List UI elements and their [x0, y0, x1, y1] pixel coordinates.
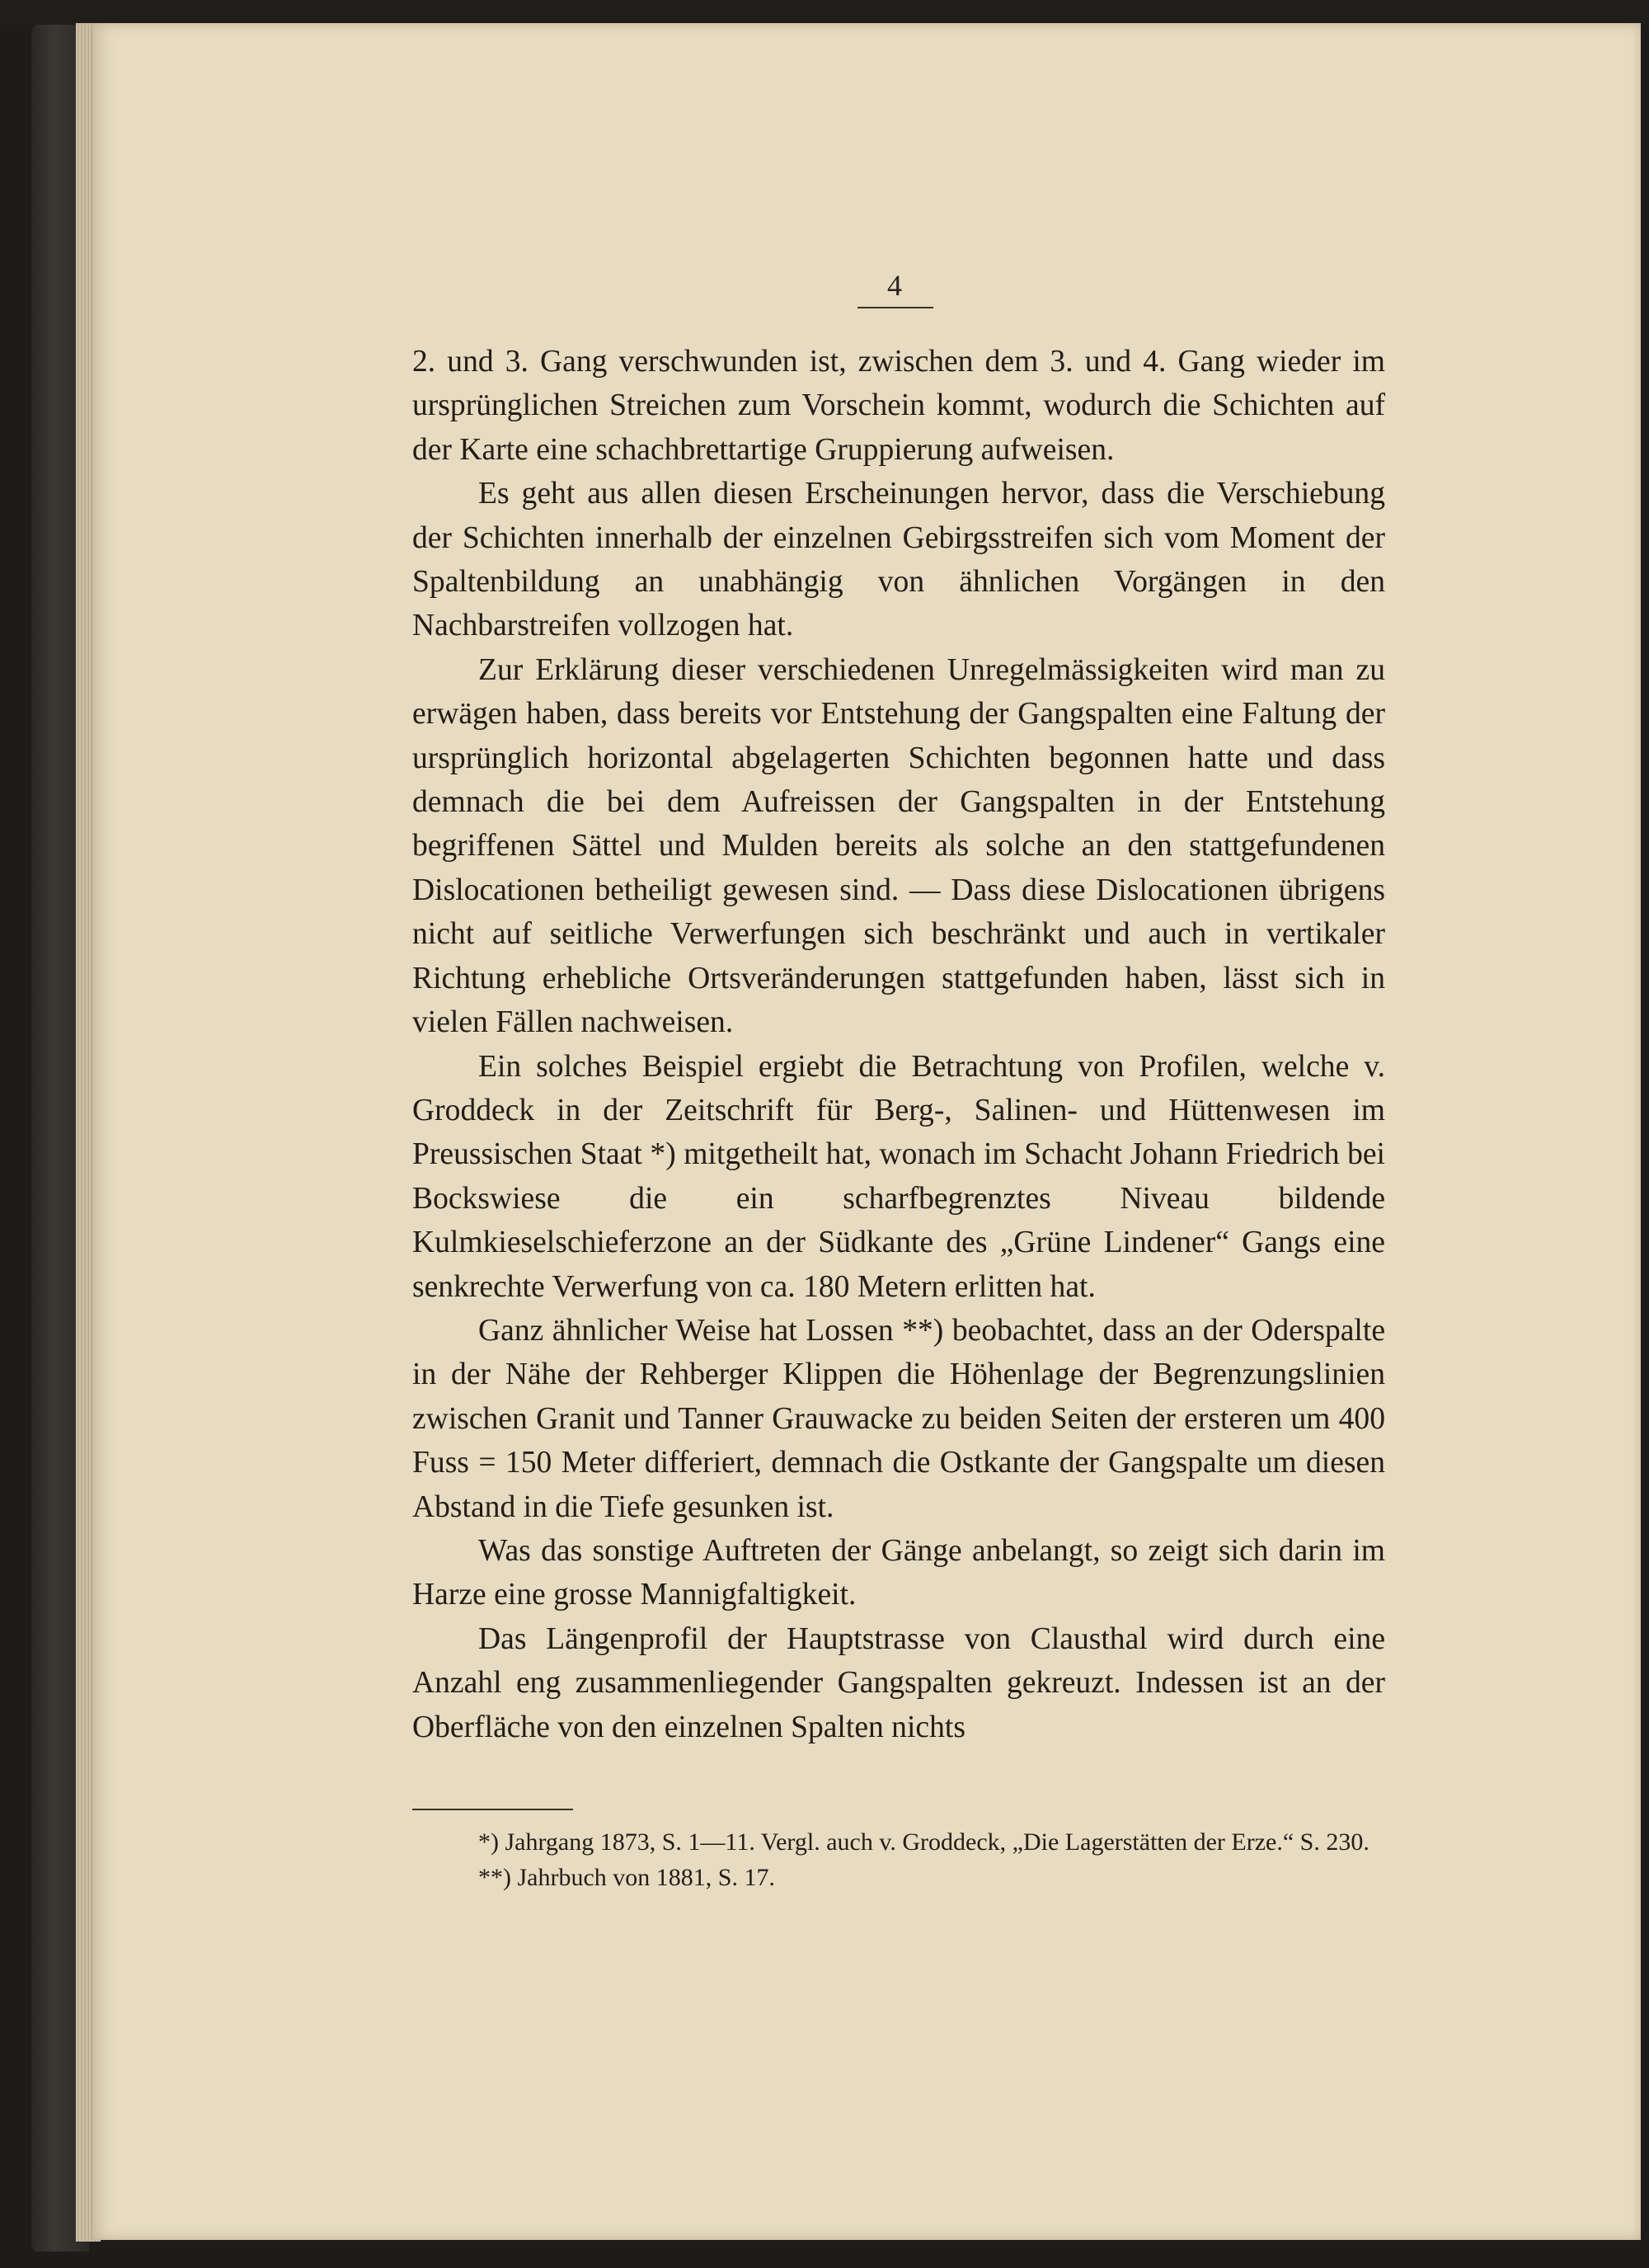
page-number: 4	[887, 269, 902, 302]
paragraph: Es geht aus allen diesen Erscheinungen hervor, dass die Verschiebung der Schichten innerhalb der einzelnen Gebirgsstreifen sich vom Moment der Spaltenbildung an unabhängig von ähnlichen Vorgängen in den Nachbarstreifen vollzogen hat.	[412, 477, 1385, 643]
paragraph: 2. und 3. Gang verschwunden ist, zwischen dem 3. und 4. Gang wieder im ursprünglichen Streichen zum Vorschein kommt, wodurch die Schichten auf der Karte eine schachbrettartige Gruppierung aufweisen.	[412, 345, 1385, 467]
paragraph: Ein solches Beispiel ergiebt die Betrachtung von Profilen, welche v. Groddeck in der Zeitschrift für Berg-, Salinen- und Hüttenwesen im Preussischen Staat *) mitgetheilt hat, wonach im Schacht Johann Friedrich bei Bockswiese die ein scharfbegrenztes Niveau bildende Kulmkieselschieferzone an der Südkante des „Grüne Lindener“ Gangs eine senkrechte Verwerfung von ca. 180 Metern erlitten hat.	[412, 1049, 1385, 1304]
footnotes	[412, 1824, 1385, 1895]
footnote: **) Jahrbuch von 1881, S. 17.	[478, 1864, 775, 1891]
page-number-underline	[857, 307, 933, 308]
footnote-separator	[412, 1809, 573, 1810]
book-cover-top-edge	[0, 0, 1649, 25]
footnote: *) Jahrgang 1873, S. 1—11. Vergl. auch v. Groddeck, „Die Lagerstätten der Erze.“ S. 230.	[478, 1828, 1369, 1856]
paragraph: Das Längenprofil der Hauptstrasse von Clausthal wird durch eine Anzahl eng zusammenliegender Gangspalten gekreuzt. Indessen ist an der Oberfläche von den einzelnen Spalten nichts	[412, 1621, 1385, 1744]
paragraph: Ganz ähnlicher Weise hat Lossen **) beobachtet, dass an der Oderspalte in der Nähe der Rehberger Klippen die Höhenlage der Begrenzungslinien zwischen Granit und Tanner Grauwacke zu beiden Seiten der ersteren um 400 Fuss = 150 Meter differiert, demnach die Ostkante der Gangspalte um diesen Abstand in die Tiefe gesunken ist.	[412, 1313, 1385, 1524]
paragraph: Zur Erklärung dieser verschiedenen Unregelmässigkeiten wird man zu erwägen haben, dass bereits vor Entstehung der Gangspalten eine Faltung der ursprünglich horizontal abgelagerten Schichten begonnen hatte und dass demnach die bei dem Aufreissen der Gangspalten in der Entstehung begriffenen Sättel und Mulden bereits als solche an den stattgefundenen Dislocationen betheiligt gewesen sind. — Dass diese Dislocationen übrigens nicht auf seitliche Verwerfungen sich beschränkt und auch in vertikaler Richtung erhebliche Ortsveränderungen stattgefunden haben, lässt sich in vielen Fällen nachweisen.	[412, 652, 1385, 1040]
body-text	[412, 340, 1385, 1749]
paragraph: Was das sonstige Auftreten der Gänge anbelangt, so zeigt sich darin im Harze eine grosse Mannigfaltigkeit.	[412, 1533, 1385, 1612]
